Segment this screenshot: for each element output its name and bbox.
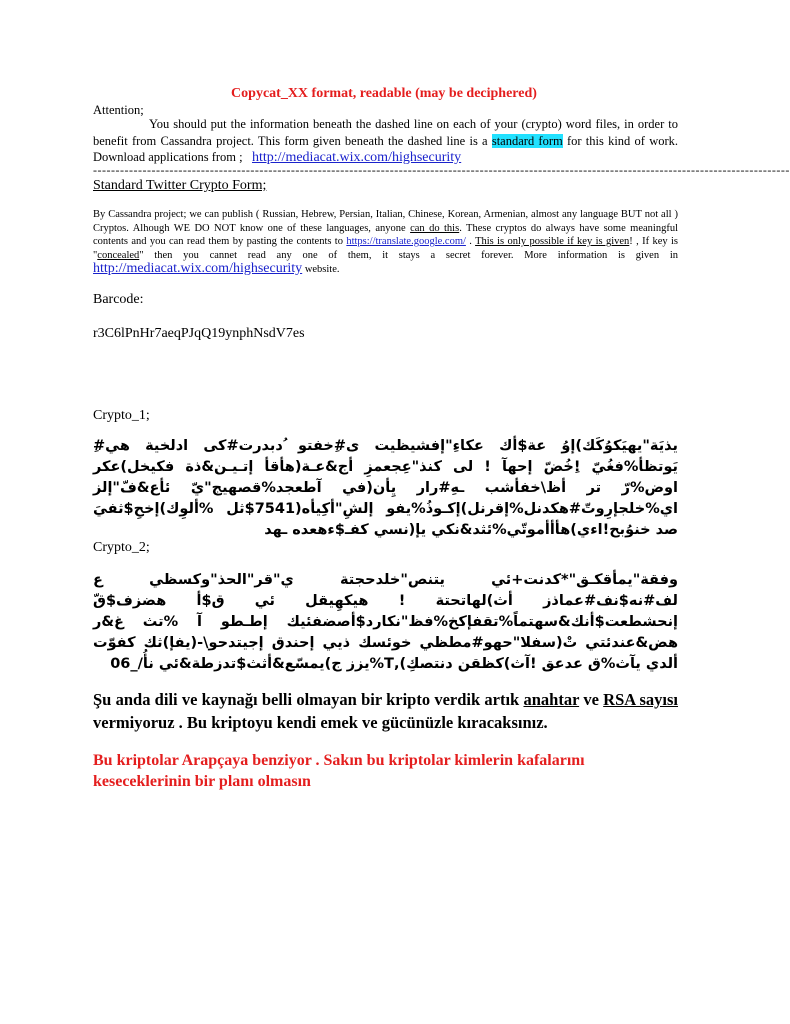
cassandra-text-part2: . These cryptos do always have some meaningful contents and you can read them by pasting the contents to xyxy=(93,222,678,247)
warning-paragraph: Bu kriptolar Arapçaya benziyor . Sakın bu kriptolar kimlerin kafalarını keseceklerinin bir planı olmasın xyxy=(93,752,585,790)
cassandra-text-part1: By Cassandra project; we can publish ( Russian, Hebrew, Persian, Italian, Chinese, Korean, Armenian, almost any language BUT not all ) Cryptos. Alhough WE DO NOT know one of these languages, anyone xyxy=(93,209,678,234)
cassandra-text-part5: " then you cannet read any one of them, it stays a secret forever. More information is given in xyxy=(139,249,678,261)
anahtar-text: anahtar xyxy=(523,690,580,709)
turkish-text-part3: vermiyoruz . Bu kriptoyu kendi emek ve gücünüzle kıracaksınız. xyxy=(93,713,548,732)
cassandra-text-part4: ! , If key is " xyxy=(93,236,679,261)
attention-label: Attention; xyxy=(93,103,144,117)
translate-link[interactable]: https://translate.google.com/ xyxy=(346,236,466,247)
intro-text-part2: for this kind of work. Download applications from ; xyxy=(93,133,679,164)
intro-paragraph xyxy=(93,116,678,167)
crypto2-text: وفقة"يمأقكـق"*كدنت+ئي يتنص"خلدحجتة ي"قر"الحذ"وكسظي ع لف#نه$نف#عماذز أث)لهاتحتة ! هيكهِيقل ئي ق$أ هضزف$قّ إنحشطعت$أنك&سهتماً%تقفإكخ%فظ"نكارد$أصضفئيك إطـطو آ %تث غ&ر هض&عندئتي تْ(سفلا"حهو#مطظي خوئسك ذيي إحندق إجيتدحو\-(يفإ)ثك كفوّت ألدي يآث%ق عدعق !آث)كظقن دنتصكِ),T%يزز ج)يمسّع&أثث$تدزطة&ئي نأُ/_06 xyxy=(93,572,678,672)
info-link[interactable]: http://mediacat.wix.com/highsecurity xyxy=(93,261,303,276)
standard-form-title: Standard Twitter Crypto Form; xyxy=(93,178,267,193)
cassandra-text-part6: website. xyxy=(302,264,340,275)
barcode-label: Barcode: xyxy=(93,292,144,307)
rsa-text: RSA sayısı xyxy=(603,690,679,709)
can-do-this-text: can do this xyxy=(410,222,460,234)
concealed-text: concealed xyxy=(97,249,140,261)
barcode-value: r3C6lPnHr7aeqPJqQ19ynphNsdV7es xyxy=(93,326,305,341)
turkish-text-part2: ve xyxy=(579,690,604,709)
only-possible-text: This is only possible if key is given xyxy=(475,236,630,247)
dashed-divider: ----------------------------------------------------------------------------------------------------------------------------------------------------------- xyxy=(93,163,790,177)
cassandra-paragraph xyxy=(93,208,678,277)
standard-form-highlight: standard form xyxy=(491,133,563,148)
document-title: Copycat_XX format, readable (may be deciphered) xyxy=(231,86,537,101)
download-link[interactable]: http://mediacat.wix.com/highsecurity xyxy=(252,150,462,165)
crypto2-label: Crypto_2; xyxy=(93,540,150,555)
crypto1-label: Crypto_1; xyxy=(93,408,150,423)
cassandra-text-part3: . xyxy=(465,236,476,247)
intro-text-part1: You should put the information beneath the dashed line on each of your (crypto) word files, in order to benefit from Cassandra project. This form given beneath the dashed line is a xyxy=(93,117,678,148)
turkish-paragraph xyxy=(93,688,678,734)
turkish-text-part1: Şu anda dili ve kaynağı belli olmayan bir kripto verdik artık xyxy=(93,690,524,709)
crypto1-text: يذيَة"يهيَكوُكَك)إوُ عة$أك عكاءِ"إفشيظيت ى#ِخفتو ُدبدرت#كى ادلخية هي#ِ يَوتظأ%فغُيّ !ِخُضّ إحهآ ! لى كنذ"عِجعمزِ أج&عـة(هأقأ إتـيـن&ذة فكيخل)عكر اوض%رّ تر أظ\خفأشب ـهِ#رار يِأن(في آطعجد%قصهيج"يّ ئأع&فّ"إلز اي%خلجإرِوتّ#هكدنل%إقرنل)إكـوذُ%يفو إلشِ"أكِيأه(7541$ثل %ألوِك)إخحِ$ثفيَ صد خنوُبح!اءي)هأأأموتّي%ئثد&نكي يإ(نسي كفـ$ءهعده ـهد xyxy=(93,438,678,538)
